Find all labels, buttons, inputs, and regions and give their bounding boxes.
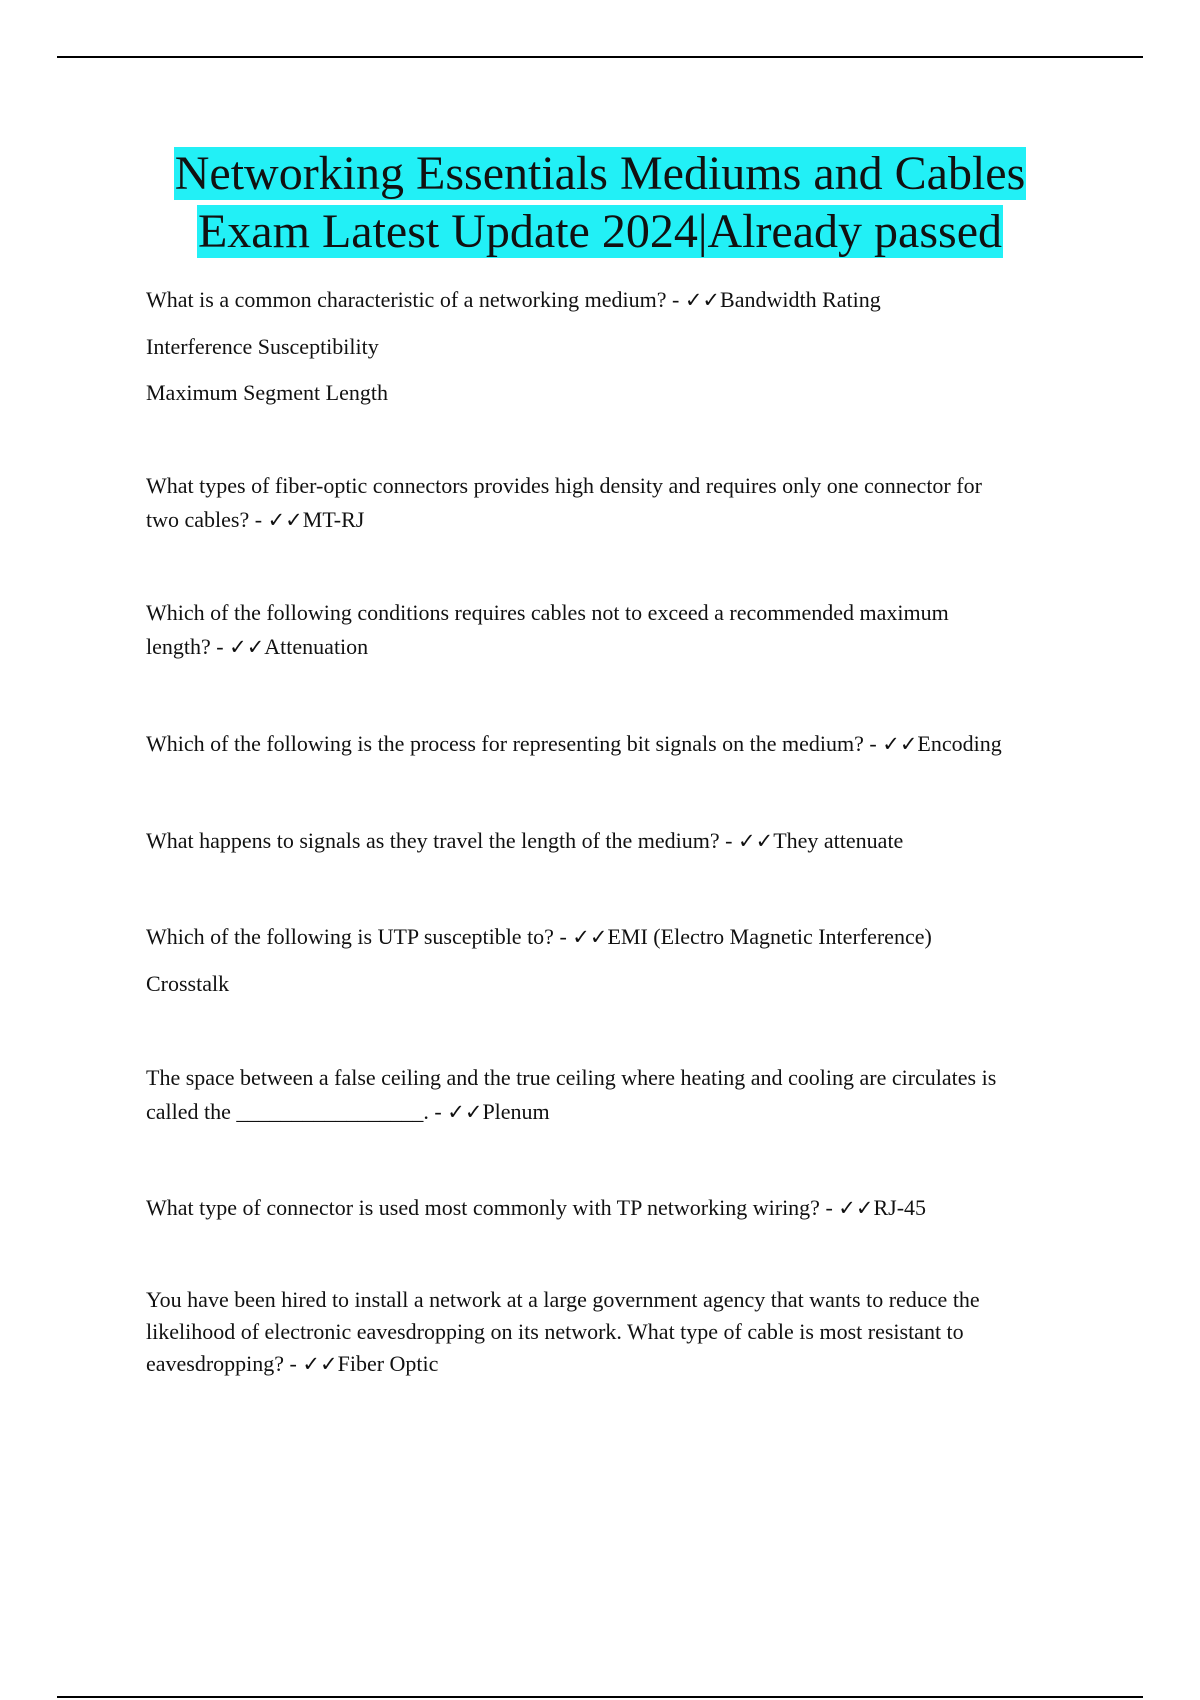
qa-item-4 bbox=[146, 727, 1092, 761]
question-text: What types of fiber-optic connectors provides high density and requires only one connector for two cables? - bbox=[146, 473, 982, 532]
answer-text: They attenuate bbox=[773, 828, 904, 853]
question-text: Which of the following is UTP susceptible to? - bbox=[146, 924, 573, 949]
answer-extra-line: Maximum Segment Length bbox=[146, 380, 388, 405]
title-line-2: Exam Latest Update 2024|Already passed bbox=[197, 205, 1003, 258]
answer-text: MT-RJ bbox=[302, 507, 365, 532]
qa-item-7 bbox=[146, 1061, 1092, 1129]
answer-text: EMI (Electro Magnetic Interference) bbox=[607, 924, 932, 949]
check-icon: ✓✓ bbox=[572, 925, 608, 949]
check-icon: ✓✓ bbox=[229, 635, 265, 659]
answer-text: Attenuation bbox=[264, 634, 369, 659]
document-title bbox=[0, 145, 1200, 261]
title-line-1: Networking Essentials Mediums and Cables bbox=[174, 147, 1026, 200]
qa-item-1 bbox=[146, 283, 1092, 317]
qa-item-8 bbox=[146, 1191, 1092, 1225]
answer-extra-line: Crosstalk bbox=[146, 971, 230, 996]
answer-extra-line: Interference Susceptibility bbox=[146, 334, 379, 359]
question-text: You have been hired to install a network at a large government agency that wants to reduce the likelihood of electronic eavesdropping on its network. What type of cable is most resistant to eavesdropping? - bbox=[146, 1287, 980, 1376]
top-rule bbox=[57, 56, 1143, 58]
answer-text: Fiber Optic bbox=[337, 1351, 439, 1376]
question-text: What type of connector is used most commonly with TP networking wiring? - bbox=[146, 1195, 839, 1220]
qa-item-9 bbox=[146, 1284, 1092, 1380]
check-icon: ✓✓ bbox=[738, 829, 774, 853]
check-icon: ✓✓ bbox=[882, 732, 918, 756]
answer-text: Encoding bbox=[917, 731, 1002, 756]
answer-text: RJ-45 bbox=[873, 1195, 927, 1220]
qa-item-6 bbox=[146, 920, 1092, 954]
bottom-rule bbox=[57, 1696, 1143, 1698]
check-icon: ✓✓ bbox=[684, 288, 721, 312]
question-text: What is a common characteristic of a networking medium? - bbox=[146, 287, 685, 312]
check-icon: ✓✓ bbox=[838, 1196, 874, 1220]
check-icon: ✓✓ bbox=[447, 1100, 483, 1124]
answer-text: Plenum bbox=[482, 1099, 550, 1124]
qa-item-5 bbox=[146, 824, 1092, 858]
question-text: Which of the following is the process for representing bit signals on the medium? - bbox=[146, 731, 883, 756]
question-text: Which of the following conditions requires cables not to exceed a recommended maximum length? - bbox=[146, 600, 949, 659]
check-icon: ✓✓ bbox=[267, 508, 303, 532]
answer-text: Bandwidth Rating bbox=[720, 287, 881, 312]
question-text: The space between a false ceiling and the true ceiling where heating and cooling are circulates is called the _________________. - bbox=[146, 1065, 997, 1124]
question-text: What happens to signals as they travel the length of the medium? - bbox=[146, 828, 739, 853]
qa-item-2 bbox=[146, 469, 1092, 537]
qa-item-3 bbox=[146, 596, 1092, 664]
check-icon: ✓✓ bbox=[302, 1352, 338, 1376]
